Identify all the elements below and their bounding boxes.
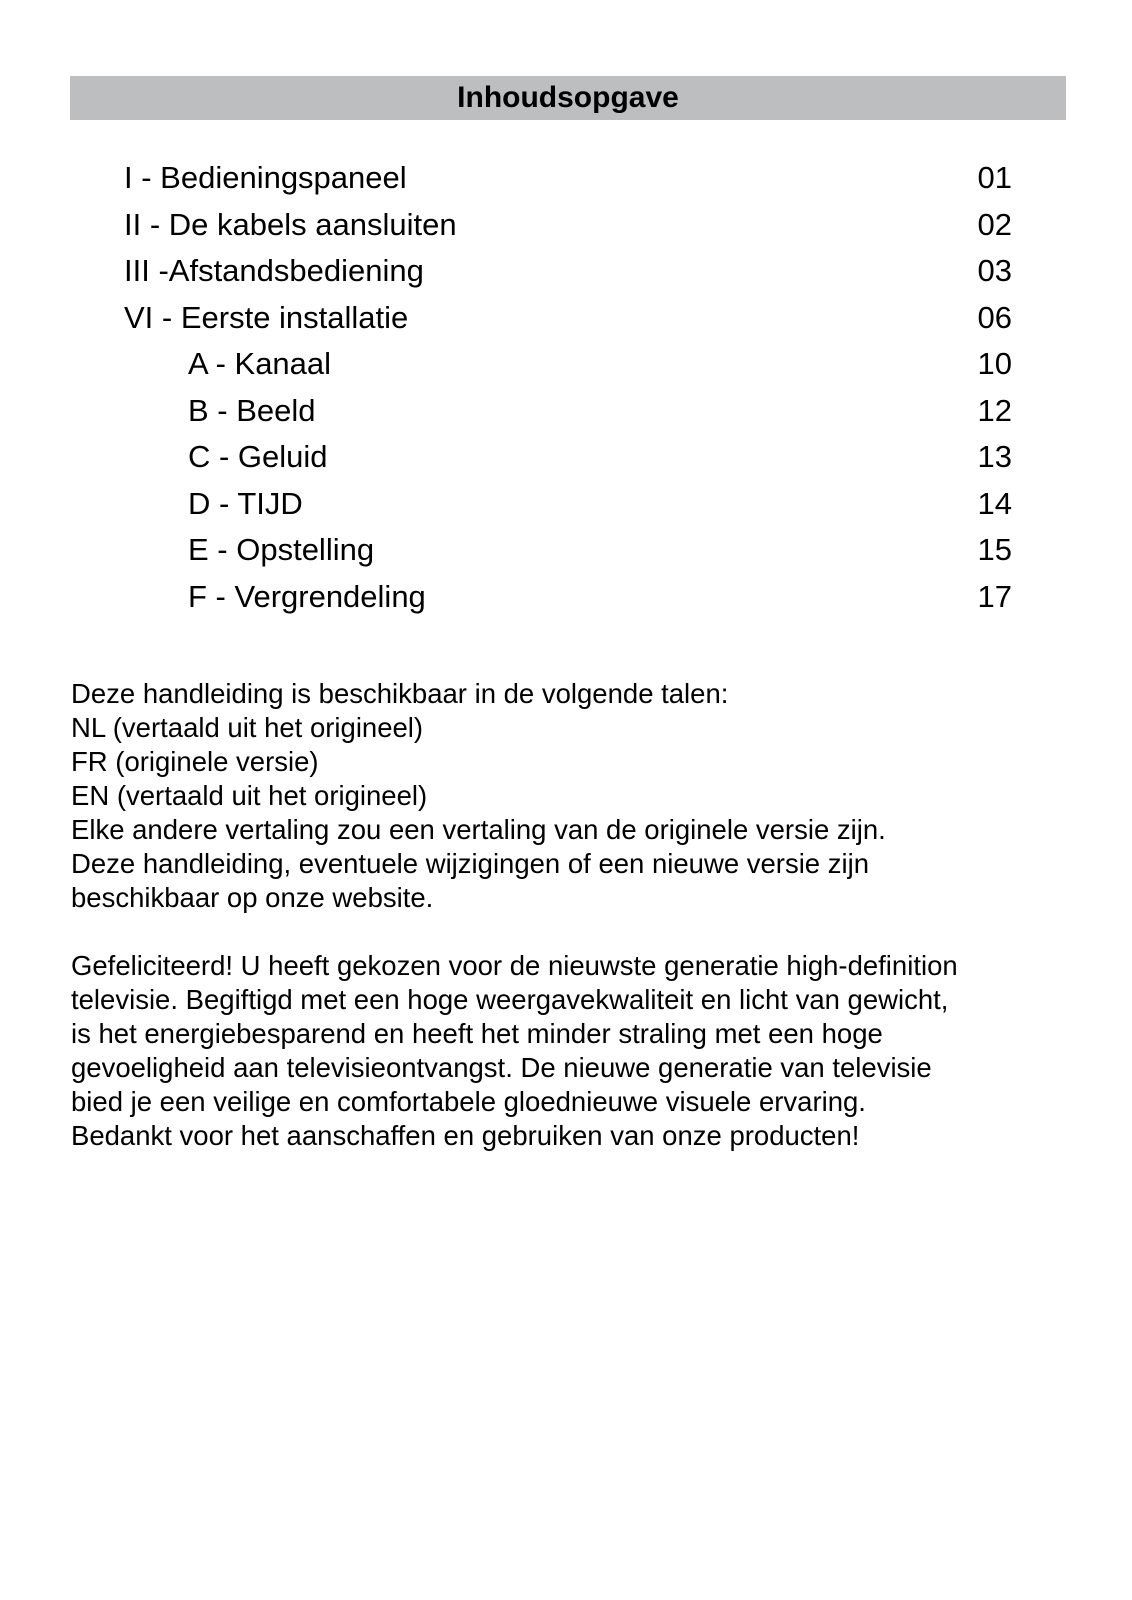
toc-subentry <box>0 388 1132 435</box>
toc-subentry <box>0 434 1132 481</box>
toc-subentry-page: 12 <box>977 392 1012 428</box>
paragraph-line: Deze handleiding, eventuele wijzigingen of een nieuwe versie zijn <box>71 848 870 879</box>
table-of-contents <box>0 155 1132 620</box>
toc-subentry <box>0 481 1132 528</box>
paragraph-line: Bedankt voor het aanschaffen en gebruiken van onze producten! <box>71 1120 860 1151</box>
header-bar <box>70 76 1066 120</box>
toc-entry-page: 06 <box>977 299 1012 335</box>
toc-subentry-page: 13 <box>977 439 1012 474</box>
toc-entry-label: III -Afstandsbediening <box>124 253 424 288</box>
toc-entry <box>0 202 1132 249</box>
paragraph-line: Deze handleiding is beschikbaar in de volgende talen: <box>71 678 729 709</box>
toc-entry-page: 03 <box>977 253 1012 288</box>
toc-entry <box>0 295 1132 342</box>
paragraph-line: gevoeligheid aan televisieontvangst. De nieuwe generatie van televisie <box>71 1052 932 1083</box>
toc-subentry-label: A - Kanaal <box>188 346 332 381</box>
paragraph-line: Gefeliciteerd! U heeft gekozen voor de nieuwste generatie high-definition <box>71 950 958 981</box>
toc-subentry-label: E - Opstelling <box>188 532 375 567</box>
toc-subentry-label: F - Vergrendeling <box>188 578 426 614</box>
toc-subentry <box>0 527 1132 574</box>
toc-subentry-label: D - TIJD <box>188 485 303 521</box>
toc-entry <box>0 155 1132 202</box>
paragraph-line: is het energiebesparend en heeft het minder straling met een hoge <box>71 1018 883 1049</box>
toc-subentry <box>0 574 1132 621</box>
paragraph-line: FR (originele versie) <box>71 746 319 777</box>
languages-paragraph <box>71 677 1071 915</box>
paragraph-line: NL (vertaald uit het origineel) <box>71 712 424 743</box>
paragraph-line: beschikbaar op onze website. <box>71 882 434 913</box>
paragraph-line: televisie. Begiftigd met een hoge weergavekwaliteit en licht van gewicht, <box>71 984 949 1015</box>
toc-subentry-page: 15 <box>977 532 1012 567</box>
toc-subentry <box>0 341 1132 388</box>
toc-entry-label: II - De kabels aansluiten <box>124 206 457 242</box>
toc-entry-page: 02 <box>977 206 1012 242</box>
toc-entry <box>0 248 1132 295</box>
toc-subentry-page: 14 <box>977 485 1012 521</box>
paragraph-line: Elke andere vertaling zou een vertaling van de originele versie zijn. <box>71 814 886 845</box>
toc-entry-page: 01 <box>977 160 1012 195</box>
toc-entry-label: I - Bedieningspaneel <box>124 160 407 195</box>
page-title: Inhoudsopgave <box>457 81 679 114</box>
toc-subentry-page: 10 <box>977 346 1012 381</box>
toc-subentry-label: B - Beeld <box>188 392 316 428</box>
congrats-paragraph <box>71 949 1071 1153</box>
toc-subentry-label: C - Geluid <box>188 439 328 474</box>
paragraph-line: EN (vertaald uit het origineel) <box>71 780 428 811</box>
toc-entry-label: VI - Eerste installatie <box>124 299 409 335</box>
toc-subentry-page: 17 <box>977 578 1012 614</box>
paragraph-line: bied je een veilige en comfortabele gloednieuwe visuele ervaring. <box>71 1086 866 1117</box>
